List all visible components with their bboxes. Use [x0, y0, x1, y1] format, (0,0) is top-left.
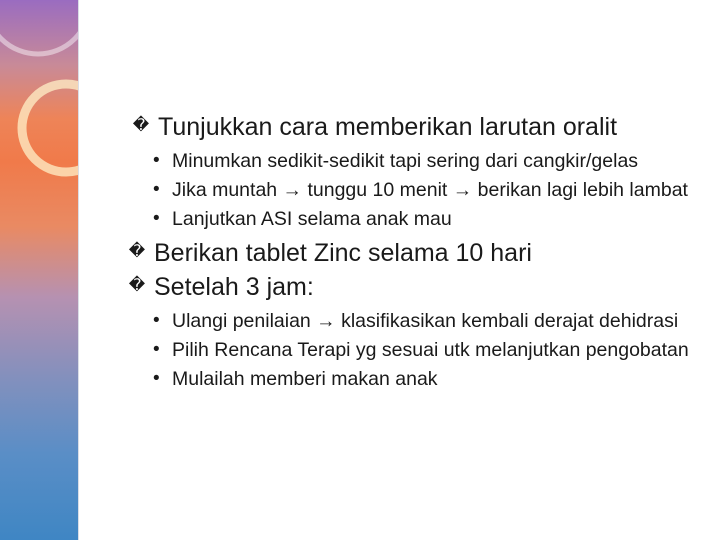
main-point-1	[130, 112, 710, 142]
stripe-divider	[78, 0, 79, 540]
bullet-icon: •	[153, 310, 160, 331]
sub-list-3	[142, 310, 710, 390]
list-item	[142, 310, 707, 332]
sub-list-1	[142, 150, 710, 230]
list-item	[142, 208, 707, 230]
slide-content	[130, 112, 710, 398]
missing-glyph-icon: �	[128, 243, 146, 260]
bullet-icon: •	[153, 339, 160, 360]
bullet-icon: •	[153, 368, 160, 389]
bullet-icon: •	[153, 208, 160, 229]
list-item-text: Mulailah memberi makan anak	[172, 368, 438, 390]
missing-glyph-icon: �	[132, 117, 150, 134]
list-item	[142, 150, 707, 172]
list-item	[142, 339, 707, 361]
bullet-icon: •	[153, 179, 160, 200]
list-item	[142, 368, 707, 390]
main-point-text: Berikan tablet Zinc selama 10 hari	[154, 239, 532, 267]
main-point-3	[126, 272, 710, 302]
decorative-rings	[0, 0, 78, 540]
list-item	[142, 179, 707, 201]
ring-top	[0, 0, 78, 54]
list-item-text: Minumkan sedikit-sedikit tapi sering dari cangkir/gelas	[172, 150, 639, 172]
list-item-text: Pilih Rencana Terapi yg sesuai utk melanjutkan pengobatan	[172, 339, 689, 361]
main-point-text: Tunjukkan cara memberikan larutan oralit	[158, 113, 618, 141]
list-item-text: Jika muntah → tunggu 10 menit → berikan lagi lebih lambat	[172, 179, 688, 201]
bullet-icon: •	[153, 150, 160, 171]
main-point-2	[126, 238, 710, 268]
ring-middle	[22, 84, 78, 172]
main-point-text: Setelah 3 jam:	[154, 273, 314, 301]
missing-glyph-icon: �	[128, 277, 146, 294]
list-item-text: Lanjutkan ASI selama anak mau	[172, 208, 452, 230]
decorative-side-stripe	[0, 0, 78, 540]
list-item-text: Ulangi penilaian → klasifikasikan kembali derajat dehidrasi	[172, 310, 679, 332]
